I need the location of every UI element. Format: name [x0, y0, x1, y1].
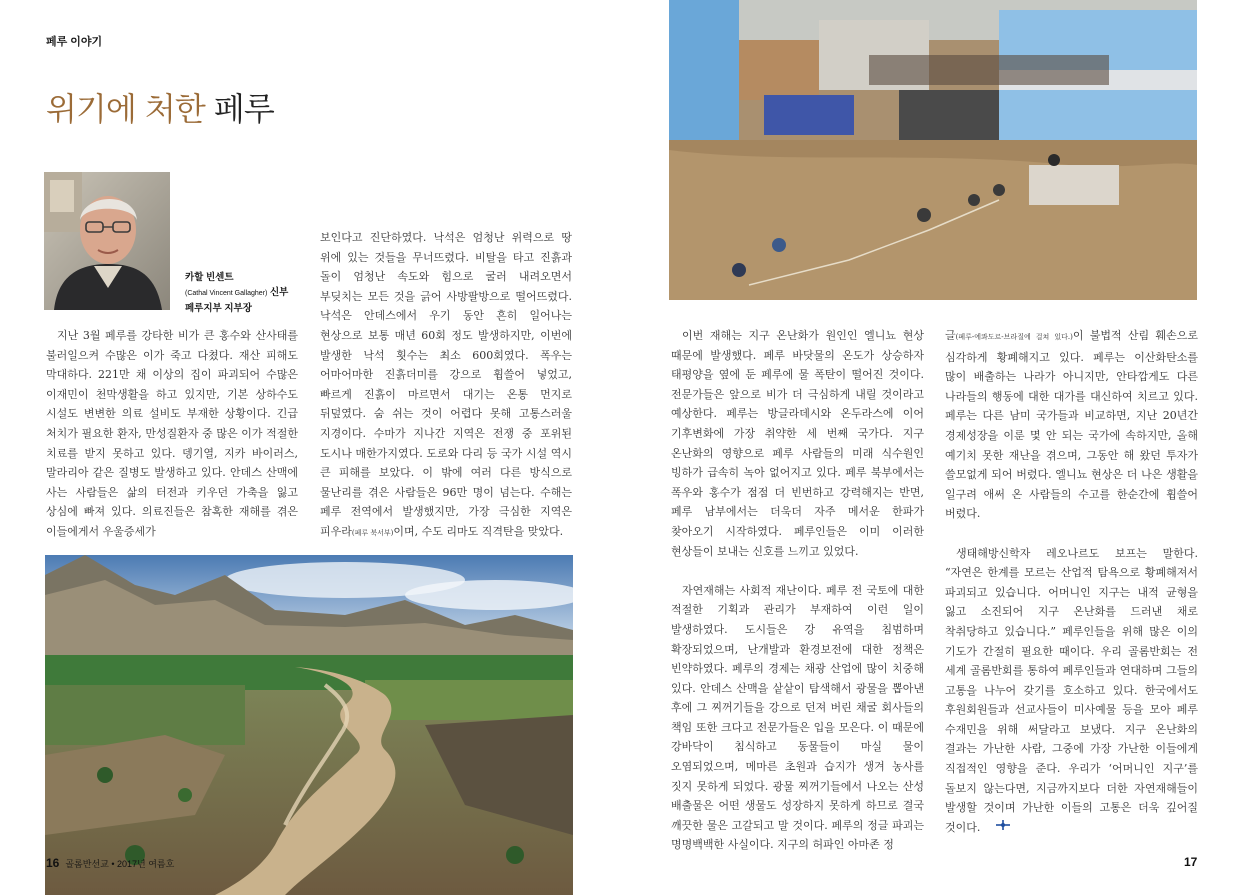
paragraph: 보인다고 진단하였다. 낙석은 엄청난 위력으로 땅 위에 있는 것들을 무너뜨렸다. 비탈을 타고 진흙과 돌이 엄청난 속도와 힘으로 굴러 내려오면서 부딪치는 모든 것을 긁어 사방팔방으로 떨어뜨렸다. 낙석은 안데스에서 우기 동안 흔히 일어나는 현상으로 보통 매년 60회 정도 발생하지만, 이번에 발생한 낙석 횟수는 최소 600회였다. 폭우는 어마어마한 진흙더미를 강으로 휩쓸어 넣었고, 빠르게 진흙이 마르면서 대기는 온통 먼지로 뒤덮였다. 숨 쉬는 것이 어렵다 못해 고통스러울 지경이다. 수마가 지나간 지역은 전쟁 중 포위된 도시나 매한가지였다. 도로와 다리 등 국가 시설 역시 큰 피해를 보았다. 이 밖에 여러 다른 방식으로 물난리를 겪은 사람들은 96만 명이 넘는다. 수해는 페루 전역에서 발생했지만, 가장 극심한 지역은 피우라(페루 북서부)이며, 수도 리마도 직격탄을 맞았다.: [320, 231, 572, 538]
right-page-number: 17: [1184, 855, 1198, 869]
article-title: [46, 84, 274, 130]
title-rest: 페루: [204, 90, 274, 128]
paragraph: 생태해방신학자 레오나르도 보프는 말한다. “자연은 한계를 모르는 산업적 탐욕으로 황폐해져서 파괴되고 있습니다. 어머니인 지구는 내적 균형을 잃고 소진되어 지구 온난화를 드러낸 채로 착취당하고 있습니다.” 페루인들을 위해 많은 이의 기도가 간절히 필요한 때이다. 우리 골롬반회는 전 세계 골롬반회를 통하여 페루인들과 연대하며 그들의 고통을 나누어 갖기를 호소하고 있다. 한국에서도 후원회원들과 선교사들이 미사예물 등을 모아 페루 수재민을 위해 써달라고 보냈다. 지구 온난화의 결과는 가난한 사람, 그중에 가장 가난한 이들에게 직접적인 영향을 준다. 우리가 ‘어머니인 지구’를 돌보지 않는다면, 지금까지보다 더한 자연재해들이 발생할 것이며 가난한 이들의 고통은 더욱 깊어질 것이다.: [945, 544, 1198, 838]
valley-flood-photo: [45, 555, 573, 895]
paragraph: 자연재해는 사회적 재난이다. 페루 전 국토에 대한 적절한 기획과 관리가 부재하여 이런 일이 발생하였다. 도시들은 강 유역을 침범하며 확장되었으며, 난개발과 환경보전에 대한 정책은 빈약하였다. 페루의 경제는 채광 산업에 많이 치중해 있다. 안데스 산맥을 샅샅이 탐색해서 광물을 뽑아낸 후에 그 찌꺼기들을 강으로 던져 버린 채굴 회사들의 책임 또한 크다고 전문가들은 입을 모은다. 이 때문에 강바닥이 침식하고 동물들이 마실 물이 오염되었으며, 메마른 초원과 습지가 생겨 농사를 짓지 못하게 되었다. 광물 찌꺼기들에서 나오는 산성 배출물은 어떤 생물도 성장하지 못하게 하므로 결국 깨끗한 물은 고갈되고 말 것이다. 페루의 정글 파괴는 명명백백한 사실이다. 지구의 허파인 아마존 정: [671, 583, 924, 852]
paragraph: 이번 재해는 지구 온난화가 원인인 엘니뇨 현상 때문에 발생했다. 페루 바닷물의 온도가 상승하자 태평양을 옆에 둔 페루에 물 폭탄이 떨어진 것이다. 전문가들은 앞으로 비가 더 극심하게 내릴 것이라고 예상한다. 페루는 방글라데시와 온두라스에 이어 기후변화에 가장 취약한 세 번째 국가다. 지구 온난화의 영향으로 페루 사람들의 미래 식수원인 빙하가 급속히 녹아 없어지고 있다. 페루 북부에서는 폭우와 홍수가 점점 더 빈번하고 강력해지는 반면, 페루 남부에서는 더욱더 자주 메서운 한파가 찾아오기 시작하였다. 페루인들은 이미 이러한 현상들이 보내는 신호를 느끼고 있었다.: [671, 329, 924, 558]
footnote-inline: (페루-에콰도르-브라질에 걸쳐 있다.): [955, 333, 1073, 341]
column-2: [320, 228, 572, 544]
title-highlight: 위기에 처한: [46, 90, 205, 128]
author-english-name: (Cathal Vincent Gallagher): [185, 290, 268, 297]
column-4: [945, 326, 1198, 838]
author-role: 신부: [270, 287, 289, 298]
footnote-inline: (페루 북서부): [351, 528, 394, 537]
author-photo: [44, 172, 170, 310]
author-byline: [185, 270, 288, 316]
paragraph: 글(페루-에콰도르-브라질에 걸쳐 있다.)이 불법적 산림 훼손으로 심각하게 황폐해지고 있다. 페루는 이산화탄소를 많이 배출하는 나라가 아니지만, 안타깝게도 다른 나라들의 행동에 대한 대가를 대신하여 치르고 있다. 페루는 다른 남미 국가들과 비교하면, 지난 20년간 경제성장을 이룬 몇 안 되는 국가에 속하지만, 올해 예기치 못한 재난을 겪으며, 그동안 해 왔던 투자가 쓸모없게 되어 버렸다. 엘니뇨 현상은 더 나은 생활을 일구려 애써 온 사람들의 수고를 한순간에 휩쓸어 버렸다.: [945, 329, 1198, 521]
left-page-number: 16: [46, 856, 60, 870]
magazine-issue: 골롬반선교 • 2017년 여름호: [65, 859, 175, 869]
column-1: [46, 326, 298, 542]
column-3: [671, 326, 924, 855]
left-folio: [46, 856, 174, 870]
paragraph: 지난 3월 페루를 강타한 비가 큰 홍수와 산사태를 불러일으켜 수많은 이가 죽고 다쳤다. 재산 피해도 막대하다. 221만 채 이상의 집이 파괴되어 수많은 이재민이 천막생활을 하고 있지만, 기본 상하수도 시설도 변변한 의료 설비도 부재한 상황이다. 긴급 처치가 필요한 환자, 만성질환자 중 많은 이가 적절한 치료를 받지 못하고 있다. 뎅기열, 지카 바이러스, 말라리아 같은 질병도 발생하고 있다. 안데스 산맥에 사는 사람들은 삶의 터전과 키우던 가축을 잃고 상심에 빠져 있다. 의료진들은 참혹한 재해를 겪은 이들에게서 우울증세가: [46, 329, 298, 538]
section-label: 페루 이야기: [46, 36, 103, 48]
author-name: 카할 빈센트: [185, 272, 234, 283]
flood-rescue-photo: [669, 0, 1197, 300]
end-mark-icon: [983, 818, 1012, 838]
author-position: 페루지부 지부장: [185, 303, 252, 314]
